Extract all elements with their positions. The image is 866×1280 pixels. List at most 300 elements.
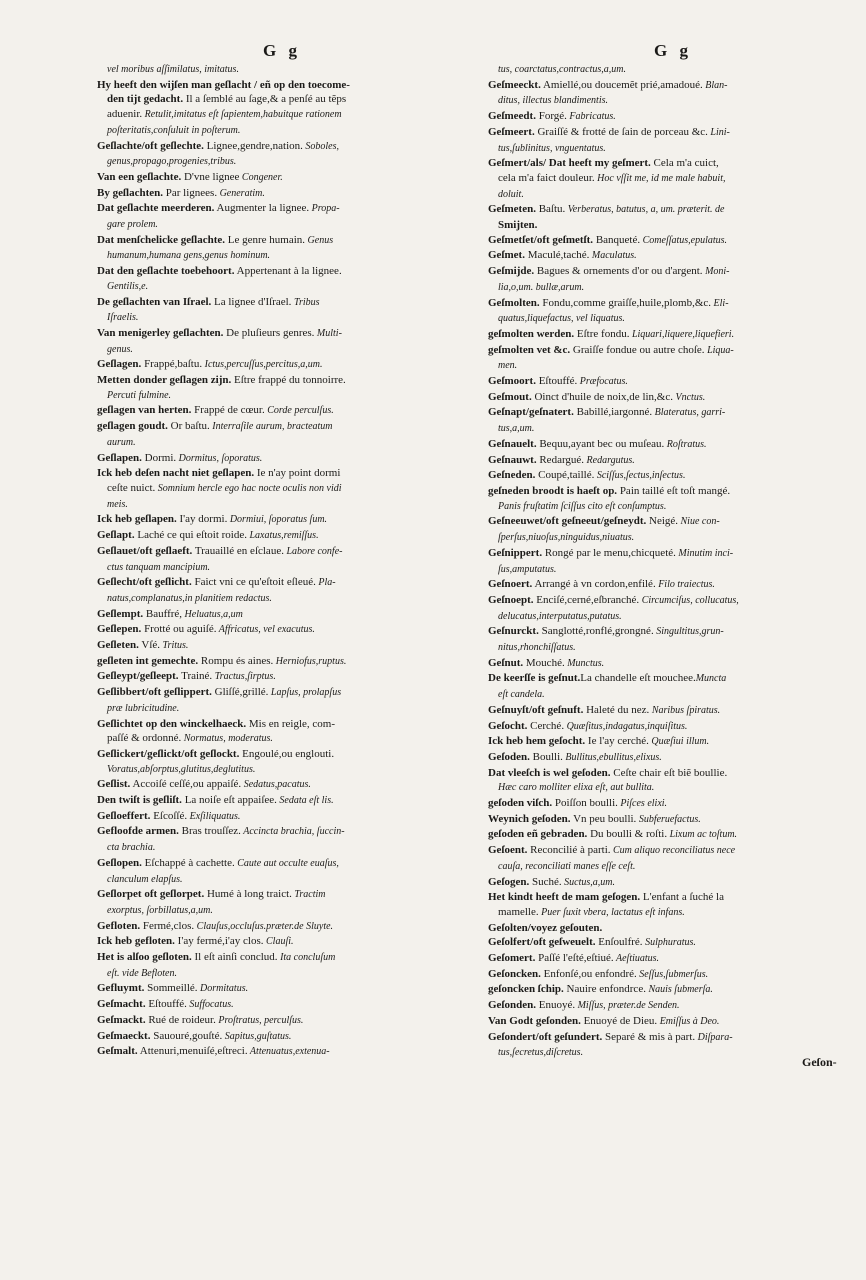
dictionary-line	[97, 123, 467, 139]
latin-gloss: cauſa, reconciliati manes eſſe ceſt.	[498, 860, 636, 872]
latin-gloss: Subferuefactus.	[636, 813, 701, 825]
headword: Gefloten.	[97, 919, 141, 932]
latin-gloss: aurum.	[107, 436, 136, 448]
dictionary-line	[488, 562, 858, 578]
dictionary-line	[97, 326, 467, 342]
french-gloss: Separé & mis à part.	[602, 1030, 696, 1043]
latin-gloss: Moni-	[702, 266, 730, 278]
dictionary-line	[488, 280, 858, 296]
french-gloss: Ie n'ay point dormi	[254, 467, 341, 480]
latin-gloss: Filo traiectus.	[655, 579, 715, 591]
french-gloss: Frappé de cœur.	[191, 404, 265, 417]
french-gloss: Pain taillé eſt toſt mangé.	[617, 484, 731, 497]
latin-gloss: Herniofus,ruptus.	[273, 655, 347, 667]
headword: geſneden broodt is haeſt op.	[488, 484, 618, 497]
french-gloss: Or baſtu.	[167, 420, 210, 433]
latin-gloss: Tractus,ſirptus.	[212, 671, 276, 683]
entry-lines	[97, 62, 467, 1060]
headword: geſmolten werden.	[488, 327, 575, 340]
french-gloss: Neigé.	[646, 515, 679, 528]
latin-gloss: tus,a,um.	[498, 423, 535, 435]
left-column	[97, 42, 467, 1060]
latin-gloss: Verberatus, batutus, a, um. præterit. de	[565, 204, 725, 216]
latin-gloss: vel moribus aſſimilatus, imitatus.	[107, 64, 239, 75]
dictionary-line	[97, 1013, 467, 1029]
dictionary-line	[488, 343, 858, 359]
french-gloss: Boulli.	[529, 750, 563, 763]
dictionary-line	[488, 1014, 858, 1030]
headword: Geſoncken.	[488, 967, 541, 980]
headword: Hy heeft den wijſen man geſlacht / eñ op den toecome-	[97, 78, 350, 91]
french-gloss: La lignee d'Iſrael.	[211, 295, 292, 308]
headword: Geſlorpet oft geſlorpet.	[97, 888, 205, 901]
latin-gloss: clanculum elapſus.	[107, 873, 183, 885]
headword: Geſlapen.	[97, 451, 142, 464]
dictionary-line	[97, 497, 467, 513]
headword: Geſmeedt.	[488, 110, 536, 123]
headword: Geſmert/als/ Dat heeft my geſmert.	[488, 157, 651, 170]
dictionary-line	[97, 310, 467, 326]
latin-gloss: cta brachia.	[107, 842, 156, 854]
headword: geſoden viſch.	[488, 797, 553, 810]
dictionary-line	[97, 544, 467, 560]
latin-gloss: Comeſſatus,epulatus.	[640, 234, 728, 246]
dictionary-line	[488, 750, 858, 766]
latin-gloss: genus,propago,progenies,tribus.	[107, 156, 237, 168]
latin-gloss: Niue con-	[678, 516, 720, 528]
latin-gloss: Laxatus,remiſſus.	[247, 530, 319, 542]
dictionary-line	[97, 747, 467, 762]
dictionary-line	[97, 419, 467, 435]
dictionary-line	[488, 156, 858, 171]
latin-gloss: Eli-	[711, 297, 729, 309]
headword: Dat vleeſch is wel geſoden.	[488, 766, 611, 779]
french-gloss: Baſtu.	[535, 203, 566, 216]
headword: Van Godt geſonden.	[488, 1014, 581, 1027]
headword: Geſlopen.	[97, 856, 142, 869]
dictionary-line	[97, 217, 467, 233]
dictionary-line	[97, 233, 467, 249]
latin-gloss: natus,complanatus,in planitiem redactus.	[107, 592, 272, 604]
latin-gloss: Multi-	[314, 327, 342, 339]
latin-gloss: Corde perculſus.	[264, 405, 334, 417]
headword: Smijten.	[498, 219, 538, 232]
dictionary-line	[97, 279, 467, 295]
dictionary-line	[488, 935, 858, 951]
headword: Geſmout.	[488, 390, 532, 403]
headword: Het is alſoo geſloten.	[97, 951, 192, 964]
latin-gloss: Ictus,percuſſus,percitus,a,um.	[202, 359, 323, 371]
french-gloss: Attenuri,menuiſé,eſtreci.	[137, 1045, 248, 1058]
latin-gloss: Clauſus,occluſus.præter.de Sluyte.	[194, 920, 334, 932]
dictionary-line	[488, 703, 858, 719]
french-gloss: Sommeillé.	[144, 982, 198, 995]
dictionary-line	[97, 981, 467, 997]
headword: Geſlist.	[97, 778, 131, 791]
french-gloss: mamelle.	[498, 905, 539, 918]
headword: Van een geſlachte.	[97, 170, 182, 183]
headword: Geſmackt.	[97, 1013, 146, 1026]
headword: Geſoden.	[488, 750, 530, 763]
headword: Geſomert.	[488, 952, 536, 965]
headword: Geſmeten.	[488, 203, 536, 216]
dictionary-line	[97, 342, 467, 358]
french-gloss: Faict vni ce qu'eſtoit eſleué.	[191, 576, 316, 589]
dictionary-line	[97, 512, 467, 528]
headword: Ick heb geſlapen.	[97, 513, 177, 526]
headword: Den twiſt is geſliſt.	[97, 794, 182, 807]
dictionary-line	[488, 577, 858, 593]
latin-gloss: præ lubricitudine.	[107, 702, 180, 714]
latin-gloss: Panis fruſtatim ſciſſus cito eſt conſumptus.	[498, 500, 667, 512]
french-gloss: Vn peu boulli.	[570, 812, 637, 825]
dictionary-line	[488, 327, 858, 343]
dictionary-line	[488, 812, 858, 828]
latin-gloss: Tribus	[291, 296, 320, 308]
latin-gloss: Clauſi.	[263, 936, 294, 948]
french-gloss: Dormi.	[141, 451, 177, 464]
dictionary-line	[97, 701, 467, 717]
headword: Geſmaeckt.	[97, 1029, 151, 1042]
french-gloss: Forgé.	[535, 110, 567, 123]
dictionary-line	[488, 827, 858, 843]
french-gloss: Suché.	[529, 875, 562, 888]
latin-gloss: Suctus,a,um.	[561, 876, 615, 888]
latin-gloss: Emiſſus à Deo.	[657, 1015, 720, 1027]
headword: Geſolten/voyez geſouten.	[488, 921, 603, 934]
latin-gloss: Munctus.	[564, 657, 605, 669]
dictionary-line	[97, 966, 467, 982]
latin-gloss: men.	[498, 360, 518, 372]
headword: Geſmeert.	[488, 125, 535, 138]
dictionary-line	[97, 717, 467, 732]
dictionary-line	[488, 546, 858, 562]
french-gloss: Lignee,gendre,nation.	[203, 139, 303, 152]
dictionary-line	[97, 357, 467, 373]
dictionary-line	[97, 107, 467, 123]
latin-gloss: Congener.	[239, 171, 283, 183]
latin-gloss: nitus,rhonchiſſatus.	[498, 642, 576, 654]
latin-gloss: exorptus, ſorbillatus,a,um.	[107, 904, 213, 916]
dictionary-line	[488, 656, 858, 672]
headword: Geſogen.	[488, 875, 530, 888]
french-gloss: Redargué.	[536, 453, 585, 466]
dictionary-line	[488, 484, 858, 499]
dictionary-line	[488, 671, 858, 687]
dictionary-line	[488, 374, 858, 390]
latin-gloss: Labore confe-	[283, 545, 343, 557]
french-gloss: Frotté ou aguiſé.	[141, 623, 217, 636]
dictionary-line	[97, 248, 467, 264]
french-gloss: Eſtouffé.	[145, 998, 187, 1011]
french-gloss: paſſé & ordonné.	[107, 732, 182, 745]
dictionary-line	[488, 499, 858, 515]
latin-gloss: eſt candela.	[498, 689, 545, 701]
latin-gloss: Fabricatus.	[566, 111, 616, 123]
latin-gloss: Soboles,	[302, 140, 339, 152]
french-gloss: Enſoulfré.	[595, 936, 643, 949]
french-gloss: Vſé.	[138, 639, 161, 652]
headword: Geſloeffert.	[97, 809, 151, 822]
latin-gloss: Sciſſus,ſectus,inſectus.	[594, 470, 686, 482]
french-gloss: Rongé par le menu,chicqueté.	[542, 546, 676, 559]
dictionary-line	[488, 405, 858, 421]
french-gloss: Eſtre fondu.	[574, 327, 630, 340]
french-gloss: Eſtouffé.	[535, 375, 578, 388]
latin-gloss: tus,ſublinitus, vnguentatus.	[498, 142, 606, 154]
french-gloss: Arrangé à vn cordon,enfilé.	[532, 578, 656, 591]
dictionary-line	[97, 435, 467, 451]
french-gloss: Haleté du nez.	[583, 703, 650, 716]
dictionary-line	[97, 762, 467, 778]
headword: Geſoent.	[488, 844, 528, 857]
dictionary-line	[97, 575, 467, 591]
latin-gloss: Suffocatus.	[186, 999, 234, 1011]
headword: geſlagen van herten.	[97, 404, 192, 417]
french-gloss: Ceſte chair eſt biẽ boullie.	[610, 766, 728, 779]
latin-gloss: delucatus,interputatus,putatus.	[498, 610, 622, 622]
latin-gloss: ſus,amputatus.	[498, 563, 557, 575]
dictionary-line	[97, 78, 467, 93]
latin-gloss: gare prolem.	[107, 219, 158, 231]
headword: Geſmoort.	[488, 375, 536, 388]
dictionary-line	[97, 139, 467, 155]
dictionary-line	[97, 622, 467, 638]
french-gloss: Augmenter la lignee.	[214, 202, 310, 215]
latin-gloss: Circumciſus, collucatus,	[639, 594, 739, 606]
french-gloss: Enuoyé.	[535, 999, 576, 1012]
french-gloss: D'vne lignee	[181, 170, 240, 183]
headword: Geſlepen.	[97, 623, 142, 636]
dictionary-line	[97, 560, 467, 576]
french-gloss: La noiſe eſt appaiſee.	[181, 794, 277, 807]
dictionary-line	[97, 685, 467, 701]
latin-gloss: Muncta	[695, 673, 727, 685]
dictionary-line	[488, 248, 858, 264]
french-gloss: ceſte nuict.	[107, 481, 156, 494]
latin-gloss: Genus	[305, 234, 334, 246]
french-gloss: Gliſſé,grillé.	[211, 686, 269, 699]
dictionary-line	[488, 609, 858, 625]
latin-gloss: Lapſus, prolapſus	[268, 687, 342, 699]
headword: Geſnauelt.	[488, 437, 537, 450]
dictionary-line	[488, 233, 858, 249]
french-gloss: Graiſſé & frotté de ſain de porceau &c.	[534, 125, 708, 138]
headword: Geſnurckt.	[488, 625, 539, 638]
latin-gloss: Voratus,abſorptus,glutitus,deglutitus.	[107, 763, 256, 775]
headword: Geſlempt.	[97, 607, 144, 620]
french-gloss: Coupé,taillé.	[535, 469, 595, 482]
headword: Geſmijde.	[488, 265, 535, 278]
latin-gloss: Generatim.	[217, 187, 265, 199]
dictionary-line	[488, 453, 858, 469]
dictionary-line	[488, 982, 858, 998]
headword: Geſmetſet/oft geſmetſt.	[488, 233, 594, 246]
french-gloss: Bauffré,	[143, 607, 183, 620]
latin-gloss: Aeſtiuatus.	[613, 953, 660, 965]
dictionary-line	[488, 358, 858, 374]
latin-gloss: Pla-	[315, 577, 336, 589]
french-gloss: cela m'a faict douleur.	[498, 171, 595, 184]
dictionary-line	[97, 887, 467, 903]
headword: Geſnauwt.	[488, 453, 537, 466]
latin-gloss: Minutim inci-	[675, 547, 734, 559]
french-gloss: Mis en reigle, com-	[246, 717, 336, 730]
french-gloss: Frappé,baſtu.	[141, 358, 203, 371]
headword: geſoncken ſchip.	[488, 983, 564, 996]
latin-gloss: Cum aliquo reconciliatus nece	[610, 845, 736, 857]
latin-gloss: poſteritatis,conſuluit in poſterum.	[107, 124, 241, 136]
headword: Geſlapt.	[97, 529, 135, 542]
french-gloss: Bagues & ornements d'or ou d'argent.	[534, 265, 703, 278]
headword: geſoden eñ gebraden.	[488, 828, 588, 841]
french-gloss: La chandelle eſt mouchee.	[580, 672, 696, 685]
dictionary-line	[488, 62, 858, 78]
latin-gloss: Iſraelis.	[107, 312, 139, 324]
dictionary-line	[97, 903, 467, 919]
dictionary-line	[97, 872, 467, 888]
headword: By geſlachten.	[97, 186, 163, 199]
headword: Geſnippert.	[488, 546, 543, 559]
dictionary-line	[97, 654, 467, 670]
column-header-mark: G g	[263, 41, 301, 60]
latin-gloss: Roſtratus.	[664, 438, 707, 450]
french-gloss: Poiſſon boulli.	[552, 797, 618, 810]
french-gloss: Laché ce qui eſtoit roide.	[134, 529, 247, 542]
latin-gloss: Heluatus,a,um	[182, 608, 243, 620]
french-gloss: Eſtre frappé du tonnoirre.	[231, 374, 346, 387]
french-gloss: Rué de roideur.	[145, 1013, 216, 1026]
headword: De keerſſe is geſnut.	[488, 672, 581, 685]
dictionary-line	[97, 607, 467, 623]
latin-gloss: tus,ſecretus,diſcretus.	[498, 1047, 584, 1059]
french-gloss: Fondu,comme graiſſe,huile,plomb,&c.	[539, 296, 712, 309]
dictionary-line	[488, 141, 858, 157]
latin-gloss: Sedatus,pacatus.	[241, 779, 311, 791]
headword: Geſneeuwet/oft geſneeut/geſneydt.	[488, 515, 647, 528]
dictionary-line	[97, 388, 467, 404]
french-gloss: Cela m'a cuict,	[650, 157, 719, 170]
latin-gloss: Propa-	[309, 203, 340, 215]
french-gloss: Trainé.	[178, 670, 213, 683]
latin-gloss: Nauis ſubmerſa.	[645, 984, 713, 996]
latin-gloss: meis.	[107, 498, 128, 510]
dictionary-line	[488, 796, 858, 812]
french-gloss: Rompu és aines.	[198, 654, 274, 667]
french-gloss: Bras trouſſez.	[178, 825, 241, 838]
french-gloss: Reconcilié à parti.	[527, 844, 611, 857]
latin-gloss: humanum,humana gens,genus hominum.	[107, 250, 271, 262]
latin-gloss: Sedata eſt lis.	[276, 795, 334, 807]
dictionary-line	[97, 824, 467, 840]
dictionary-line	[97, 840, 467, 856]
dictionary-line	[97, 1029, 467, 1045]
french-gloss: Ie l'ay cerché.	[585, 735, 649, 748]
headword: Geſlauet/oft geſlaeft.	[97, 544, 193, 557]
latin-gloss: Miſſus, præter.de Senden.	[575, 1000, 680, 1012]
french-gloss: De pluſieurs genres.	[223, 326, 315, 339]
dictionary-line	[488, 187, 858, 203]
latin-gloss: ctus tanquam mancipium.	[107, 561, 211, 573]
latin-gloss: Blateratus, garri-	[652, 407, 726, 419]
headword: Geſondert/oft geſundert.	[488, 1030, 603, 1043]
catchword: Geſon-	[802, 1055, 837, 1069]
headword: Geſmacht.	[97, 998, 146, 1011]
headword: den tijt gedacht.	[107, 93, 184, 106]
dictionary-line	[488, 125, 858, 141]
headword: Geſlagen.	[97, 358, 142, 371]
latin-gloss: Hoc vſſit me, id me male habuit,	[594, 172, 726, 184]
dictionary-line	[97, 1044, 467, 1060]
latin-gloss: Dormitatus.	[197, 983, 249, 995]
headword: Gefloofde armen.	[97, 825, 179, 838]
latin-gloss: Redargutus.	[584, 454, 635, 466]
dictionary-line	[97, 638, 467, 654]
dictionary-line	[488, 843, 858, 859]
headword: Geſlachte/oft geſlechte.	[97, 139, 204, 152]
latin-gloss: Sulphuratus.	[642, 937, 696, 949]
headword: Geſnuyſt/oft geſnuft.	[488, 703, 584, 716]
dictionary-line	[97, 466, 467, 481]
french-gloss: Le genre humain.	[225, 233, 306, 246]
dictionary-line	[97, 295, 467, 311]
headword: Dat den geſlachte toebehoort.	[97, 265, 235, 278]
dictionary-line	[97, 264, 467, 279]
headword: geſmolten vet &c.	[488, 343, 571, 356]
dictionary-line	[97, 170, 467, 186]
headword: Geſmolten.	[488, 296, 540, 309]
dictionary-line	[97, 856, 467, 872]
dictionary-line	[488, 421, 858, 437]
latin-gloss: Percuti fulmine.	[107, 389, 172, 401]
dictionary-line	[488, 719, 858, 735]
dictionary-line	[488, 171, 858, 187]
latin-gloss: Singultitus,grun-	[653, 626, 724, 638]
headword: Dat menſchelicke geſlachte.	[97, 233, 225, 246]
latin-gloss: Maculatus.	[589, 250, 637, 262]
headword: De geſlachten van Iſrael.	[97, 295, 212, 308]
dictionary-line	[488, 593, 858, 609]
french-gloss: Humé à long traict.	[204, 888, 292, 901]
latin-gloss: lia,o,um. bullæ,arum.	[498, 281, 585, 293]
headword: Ick heb deſen nacht niet geſlapen.	[97, 467, 255, 480]
latin-gloss: doluit.	[498, 188, 524, 200]
latin-gloss: Accincta brachia, ſuccin-	[240, 826, 345, 838]
french-gloss: Graiſſe fondue ou autre choſe.	[570, 343, 705, 356]
french-gloss: Il a ſemblé au ſage,& a penſé au tẽps	[183, 93, 347, 106]
latin-gloss: Retulit,imitatus eſt ſapientem,habuitque rationem	[142, 109, 342, 121]
latin-gloss: tus, coarctatus,contractus,a,um.	[498, 64, 626, 75]
latin-gloss: Bullitus,ebullitus,elixus.	[562, 751, 662, 763]
french-gloss: Enuoyé de Dieu.	[580, 1014, 658, 1027]
french-gloss: Enfonſé,ou enfondré.	[540, 967, 637, 980]
french-gloss: Engoulé,ou englouti.	[239, 747, 335, 760]
dictionary-line	[97, 186, 467, 202]
dictionary-line	[488, 951, 858, 967]
french-gloss: Fermé,clos.	[140, 919, 195, 932]
latin-gloss: Interraſile aurum, bracteatum	[209, 421, 333, 433]
dictionary-line	[97, 950, 467, 966]
latin-gloss: genus.	[107, 343, 133, 355]
dictionary-line	[97, 201, 467, 217]
headword: Weynich geſoden.	[488, 812, 571, 825]
dictionary-line	[488, 311, 858, 327]
french-gloss: Mouché.	[523, 656, 565, 669]
dictionary-line	[488, 109, 858, 125]
latin-gloss: Quæſitus,indagatus,inquiſitus.	[564, 720, 688, 732]
french-gloss: Sanglotté,ronflé,grongné.	[538, 625, 654, 638]
latin-gloss: Lixum ac toſtum.	[667, 829, 738, 841]
